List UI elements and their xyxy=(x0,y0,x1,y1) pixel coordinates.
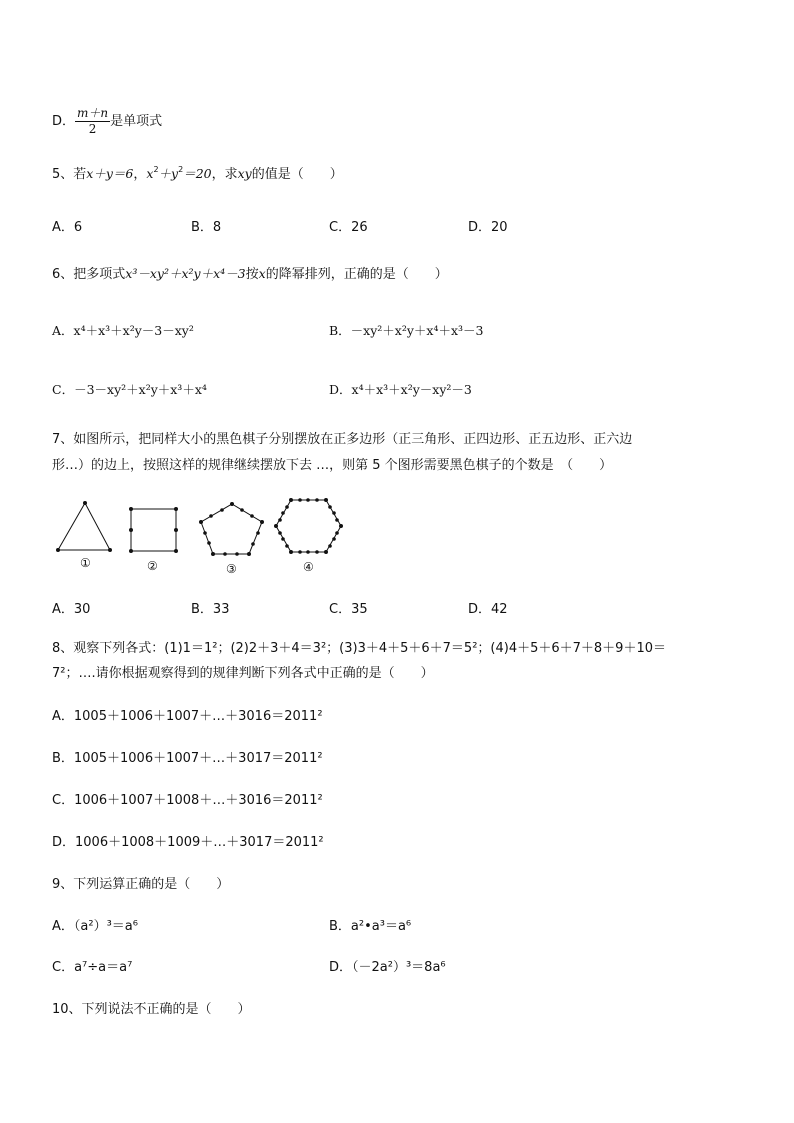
q7-option-d[interactable]: D．42 xyxy=(468,602,508,617)
q5-option-d[interactable]: D．20 xyxy=(468,220,508,235)
q5-ask: ，求 xyxy=(211,167,238,182)
q5-options xyxy=(52,216,752,234)
q5-prefix: 5、若 xyxy=(52,167,87,182)
q6-var: x xyxy=(258,266,266,281)
q6-option-a[interactable]: A．x⁴＋x³＋x²y－3－xy² xyxy=(52,323,194,338)
q7-figure-label-4: ④ xyxy=(303,560,314,574)
q9-option-b[interactable]: B．a²•a³＝a⁶ xyxy=(329,919,412,934)
q4-fraction xyxy=(75,106,110,137)
q7-stem-line2: 形…）的边上，按照这样的规律继续摆放下去 …，则第 5 个图形需要黑色棋子的个数是 （ ） xyxy=(52,458,613,473)
q5-cond2-x: x xyxy=(146,166,154,181)
q7-pentagon xyxy=(201,504,262,554)
q4-option-d-label: D． xyxy=(52,114,76,129)
q9-option-a[interactable]: A．（a²）³＝a⁶ xyxy=(52,919,138,934)
q4-fraction-denominator: 2 xyxy=(88,122,97,136)
q8-stem-line1: 8、观察下列各式：(1)1＝1²；(2)2＋3＋4＝3²；(3)3＋4＋5＋6＋7＝5²；(4)4＋5＋6＋7＋8＋9＋10＝ xyxy=(52,641,666,656)
q7-square xyxy=(131,509,176,551)
q8-option-a[interactable]: A．1005＋1006＋1007＋…＋3016＝2011² xyxy=(52,709,323,724)
q9-stem: 9、下列运算正确的是（ ） xyxy=(52,877,230,892)
q7-figure-label-3: ③ xyxy=(226,562,237,576)
q7-figure-label-1: ① xyxy=(80,556,91,570)
q9-option-c[interactable]: C．a⁷÷a＝a⁷ xyxy=(52,960,133,975)
q6-option-c[interactable]: C．－3－xy²＋x²y＋x³＋x⁴ xyxy=(52,382,207,397)
q6-option-d[interactable]: D．x⁴＋x³＋x²y－xy²－3 xyxy=(329,382,472,397)
q8-option-c[interactable]: C．1006＋1007＋1008＋…＋3016＝2011² xyxy=(52,793,323,808)
q6-mid: 按 xyxy=(245,267,259,282)
q5-stem: 5、若x＋y＝6，$x^2+y^2=20$，求xy的值是（ ） xyxy=(52,164,343,182)
q7-option-a[interactable]: A．30 xyxy=(52,602,91,617)
q6-stem xyxy=(52,265,448,284)
q6-polynomial: x³－xy²＋x²y＋x⁴－3 xyxy=(125,266,246,281)
q6-prefix: 6、把多项式 xyxy=(52,267,126,282)
q7-stem-line1: 7、如图所示，把同样大小的黑色棋子分别摆放在正多边形（正三角形、正四边形、正五边形、正六边 xyxy=(52,432,633,447)
q10-stem: 10、下列说法不正确的是（ ） xyxy=(52,1002,251,1017)
q4-option-d[interactable] xyxy=(52,106,162,137)
q7-option-b[interactable]: B．33 xyxy=(191,602,230,617)
q5-xy: xy xyxy=(237,166,252,181)
q7-triangle xyxy=(58,503,110,550)
q5-cond1: x＋y＝6 xyxy=(86,166,134,181)
q5-cond2-value: ＝20 xyxy=(183,166,212,181)
q6-suffix: 的降幂排列，正确的是（ ） xyxy=(265,267,448,282)
q4-option-d-text: 是单项式 xyxy=(110,114,163,129)
q5-suffix: 的值是（ ） xyxy=(251,167,343,182)
q5-option-a[interactable]: A．6 xyxy=(52,220,83,235)
q5-option-c[interactable]: C．26 xyxy=(329,220,368,235)
q5-sep: ， xyxy=(133,167,147,182)
q7-figure xyxy=(50,495,350,577)
q8-option-d[interactable]: D．1006＋1008＋1009＋…＋3017＝2011² xyxy=(52,835,324,850)
q4-fraction-numerator: m＋n xyxy=(77,106,109,120)
q8-stem-line2: 7²；….请你根据观察得到的规律判断下列各式中正确的是（ ） xyxy=(52,666,434,681)
q9-option-d[interactable]: D．（－2a²）³＝8a⁶ xyxy=(329,960,446,975)
q6-option-b[interactable]: B．－xy²＋x²y＋x⁴＋x³－3 xyxy=(329,323,484,338)
q7-option-c[interactable]: C．35 xyxy=(329,602,368,617)
q7-figure-label-2: ② xyxy=(147,559,158,573)
q5-cond2-y: ＋y xyxy=(158,166,179,181)
q7-options xyxy=(52,598,752,616)
q5-option-b[interactable]: B．8 xyxy=(191,220,222,235)
q8-option-b[interactable]: B．1005＋1006＋1007＋…＋3017＝2011² xyxy=(52,751,323,766)
